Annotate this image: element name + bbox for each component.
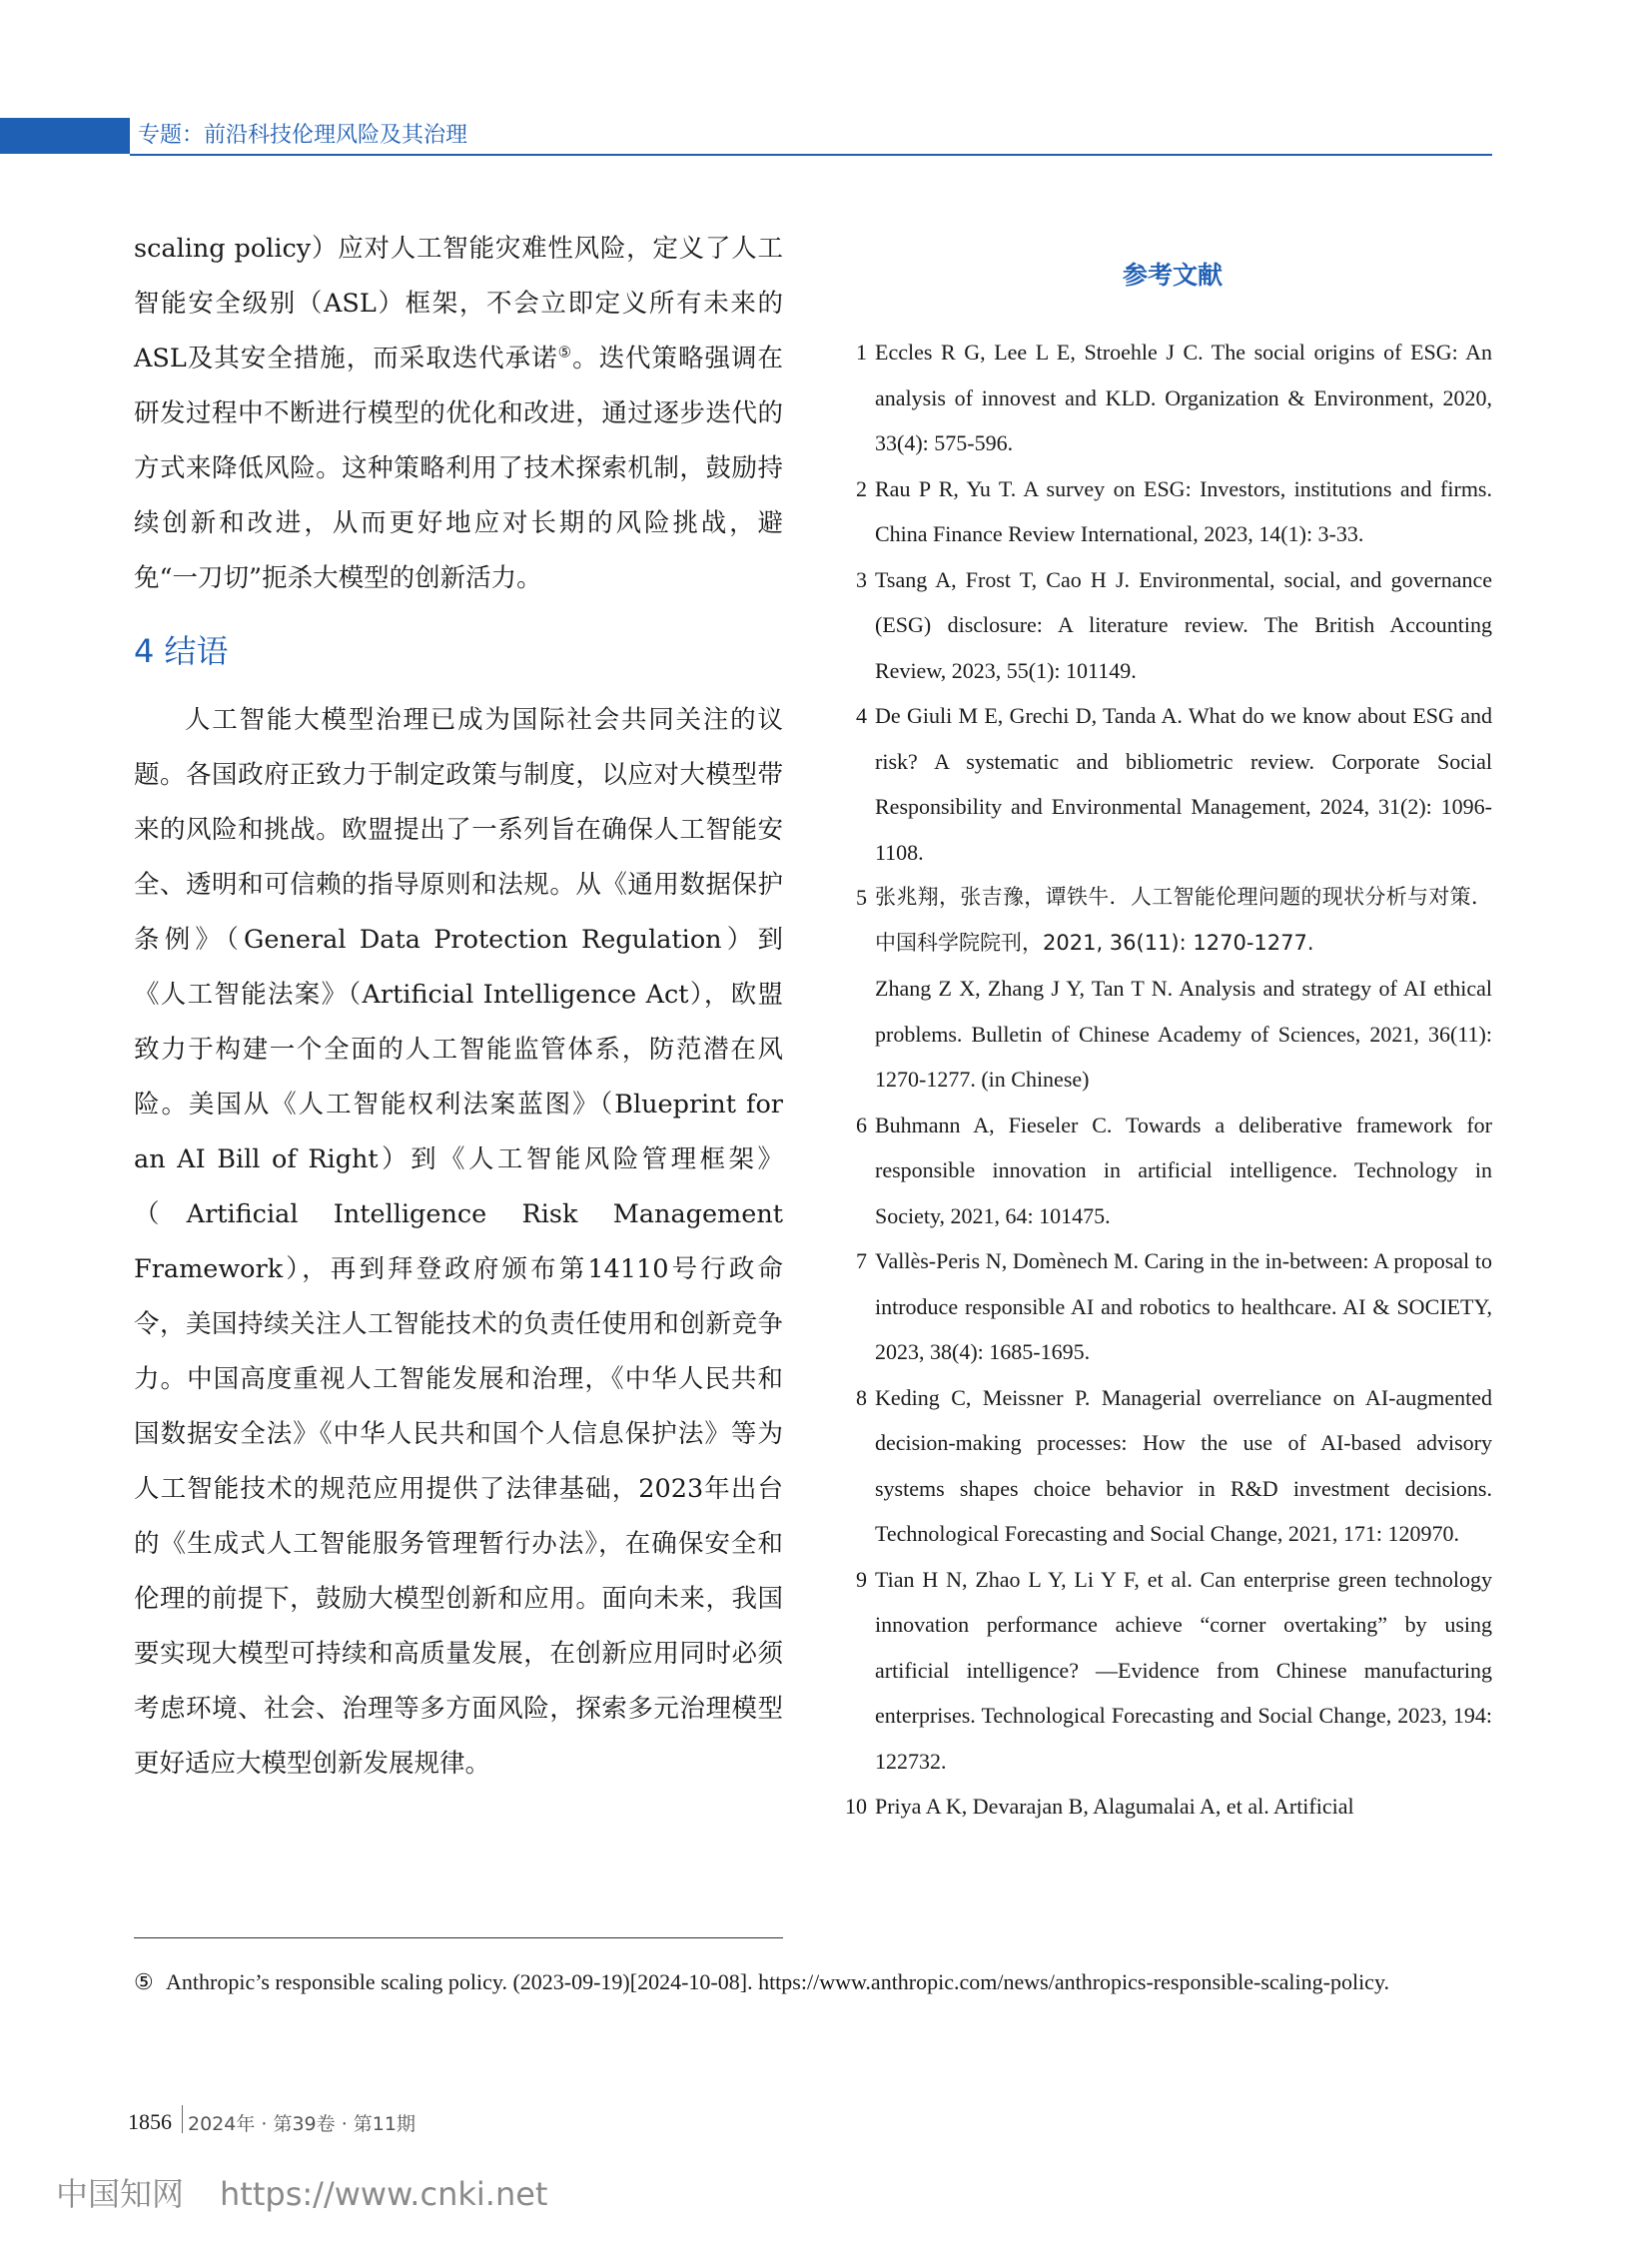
header-accent-bar [0,118,130,154]
references-title: 参考文献 [1122,261,1223,290]
reference-number: 7 [856,1248,867,1273]
issue-info: 2024年 · 第39卷 · 第11期 [188,2113,415,2135]
footnote [134,1962,1492,2002]
footnote-ref-5[interactable]: ⑤ [557,343,573,362]
reference-number: 10 [845,1794,867,1819]
reference-item [839,875,1492,1103]
reference-number: 6 [856,1112,867,1137]
reference-item [839,1238,1492,1375]
footnote-rule [134,1937,783,1938]
reference-text: Tsang A, Frost T, Cao H J. Environmental, social, and governance (ESG) disclosure: A literature review. The British Accounting Review, 2023, 55(1): 101149. [875,566,1492,683]
body-paragraph-2: 人工智能大模型治理已成为国际社会共同关注的议题。各国政府正致力于制定政策与制度，以应对大模型带来的风险和挑战。欧盟提出了一系列旨在确保人工智能安全、透明和可信赖的指导原则和法规。从《通用数据保护条例》（General Data Protection Regulation）到《人工智能法案》（Artificial Intelligence Act），欧盟致力于构建一个全面的人工智能监管体系，防范潜在风险。美国从《人工智能权利法案蓝图》（Blueprint for an AI Bill of Right）到《人工智能风险管理框架》（Artificial Intelligence Risk Management Framework），再到拜登政府颁布第14110号行政命令，美国持续关注人工智能技术的负责任使用和创新竞争力。中国高度重视人工智能发展和治理，《中华人民共和国数据安全法》《中华人民共和国个人信息保护法》等为人工智能技术的规范应用提供了法律基础，2023年出台的《生成式人工智能服务管理暂行办法》，在确保安全和伦理的前提下，鼓励大模型创新和应用。面向未来，我国要实现大模型可持续和高质量发展，在创新应用同时必须考虑环境、社会、治理等多方面风险，探索多元治理模型更好适应大模型创新发展规律。 [134,705,783,1779]
reference-number: 8 [856,1384,867,1410]
reference-number: 4 [856,703,867,728]
running-header-title: 专题：前沿科技伦理风险及其治理 [138,123,468,148]
reference-item [839,1557,1492,1785]
reference-text: Keding C, Meissner P. Managerial overreliance on AI-augmented decision-making processes: How the use of AI-based advisory systems shapes choice behavior in R&D investment decisions. Technological Forecasting and Social Change, 2021, 171: 120970. [875,1384,1492,1546]
body-paragraph-1-text: scaling policy）应对人工智能灾难性风险，定义了人工智能安全级别（ASL）框架，不会立即定义所有未来的ASL及其安全措施，而采取迭代承诺 [134,234,783,374]
section-heading: 4 结语 [134,632,229,670]
watermark [56,2169,547,2215]
reference-number: 5 [856,885,867,910]
reference-text: Vallès-Peris N, Domènech M. Caring in the in-between: A proposal to introduce responsible AI and robotics to healthcare. AI & SOCIETY, 2023, 38(4): 1685-1695. [875,1248,1492,1364]
reference-number: 3 [856,566,867,592]
reference-text: Rau P R, Yu T. A survey on ESG: Investors, institutions and firms. China Finance Review International, 2023, 14(1): 3-33. [875,475,1492,546]
header-rule [130,154,1492,156]
reference-text: Eccles R G, Lee L E, Stroehle J C. The social origins of ESG: An analysis of innovest and KLD. Organization & Environment, 2020, 33(4): 575-596. [875,340,1492,455]
reference-text: Priya A K, Devarajan B, Alagumalai A, et al. Artificial [875,1794,1354,1819]
reference-item [839,1784,1492,1830]
left-column [134,222,783,1792]
reference-text: Tian H N, Zhao L Y, Li Y F, et al. Can enterprise green technology innovation performance achieve “corner overtaking” by using artificial intelligence? —Evidence from Chinese manufacturing enterprises. Technological Forecasting and Social Change, 2023, 194: 122732. [875,1566,1492,1774]
reference-item [839,1375,1492,1557]
footnote-text: Anthropic’s responsible scaling policy. (2023-09-19)[2024-10-08]. https://www.anthropic.com/news/anthropics-responsible-scaling-policy. [166,1969,1390,1994]
reference-text: Buhmann A, Fieseler C. Towards a deliberative framework for responsible innovation in artificial intelligence. Technology in Society, 2021, 64: 101475. [875,1112,1492,1228]
reference-item [839,557,1492,694]
reference-item [839,330,1492,466]
reference-item [839,693,1492,875]
body-paragraph-1 [134,222,783,606]
watermark-logo-text: 中国知网 [56,2175,185,2213]
reference-list [839,330,1492,1830]
watermark-url[interactable]: https://www.cnki.net [220,2175,548,2213]
reference-item [839,466,1492,557]
reference-number: 2 [856,475,867,501]
reference-text: Zhang Z X, Zhang J Y, Tan T N. Analysis and strategy of AI ethical problems. Bulletin of Chinese Academy of Sciences, 2021, 36(11): 1270-1277. (in Chinese) [875,976,1492,1092]
page-number: 1856 [128,2109,172,2134]
reference-number: 9 [856,1566,867,1592]
reference-item [839,1103,1492,1239]
reference-text-chinese: 张兆翔，张吉豫，谭铁牛．人工智能伦理问题的现状分析与对策．中国科学院院刊，2021, 36(11): 1270-1277. [875,885,1492,955]
reference-text: De Giuli M E, Grechi D, Tanda A. What do we know about ESG and risk? A systematic and bibliometric review. Corporate Social Responsibility and Environmental Management, 2024, 31(2): 1096-1108. [875,703,1492,865]
footer-divider [182,2105,183,2133]
reference-number: 1 [856,340,867,365]
footnote-mark: ⑤ [134,1969,154,1994]
body-paragraph-1-tail: 。迭代策略强调在研发过程中不断进行模型的优化和改进，通过逐步迭代的方式来降低风险。这种策略利用了技术探索机制，鼓励持续创新和改进，从而更好地应对长期的风险挑战，避免“一刀切”扼杀大模型的创新活力。 [134,344,783,593]
